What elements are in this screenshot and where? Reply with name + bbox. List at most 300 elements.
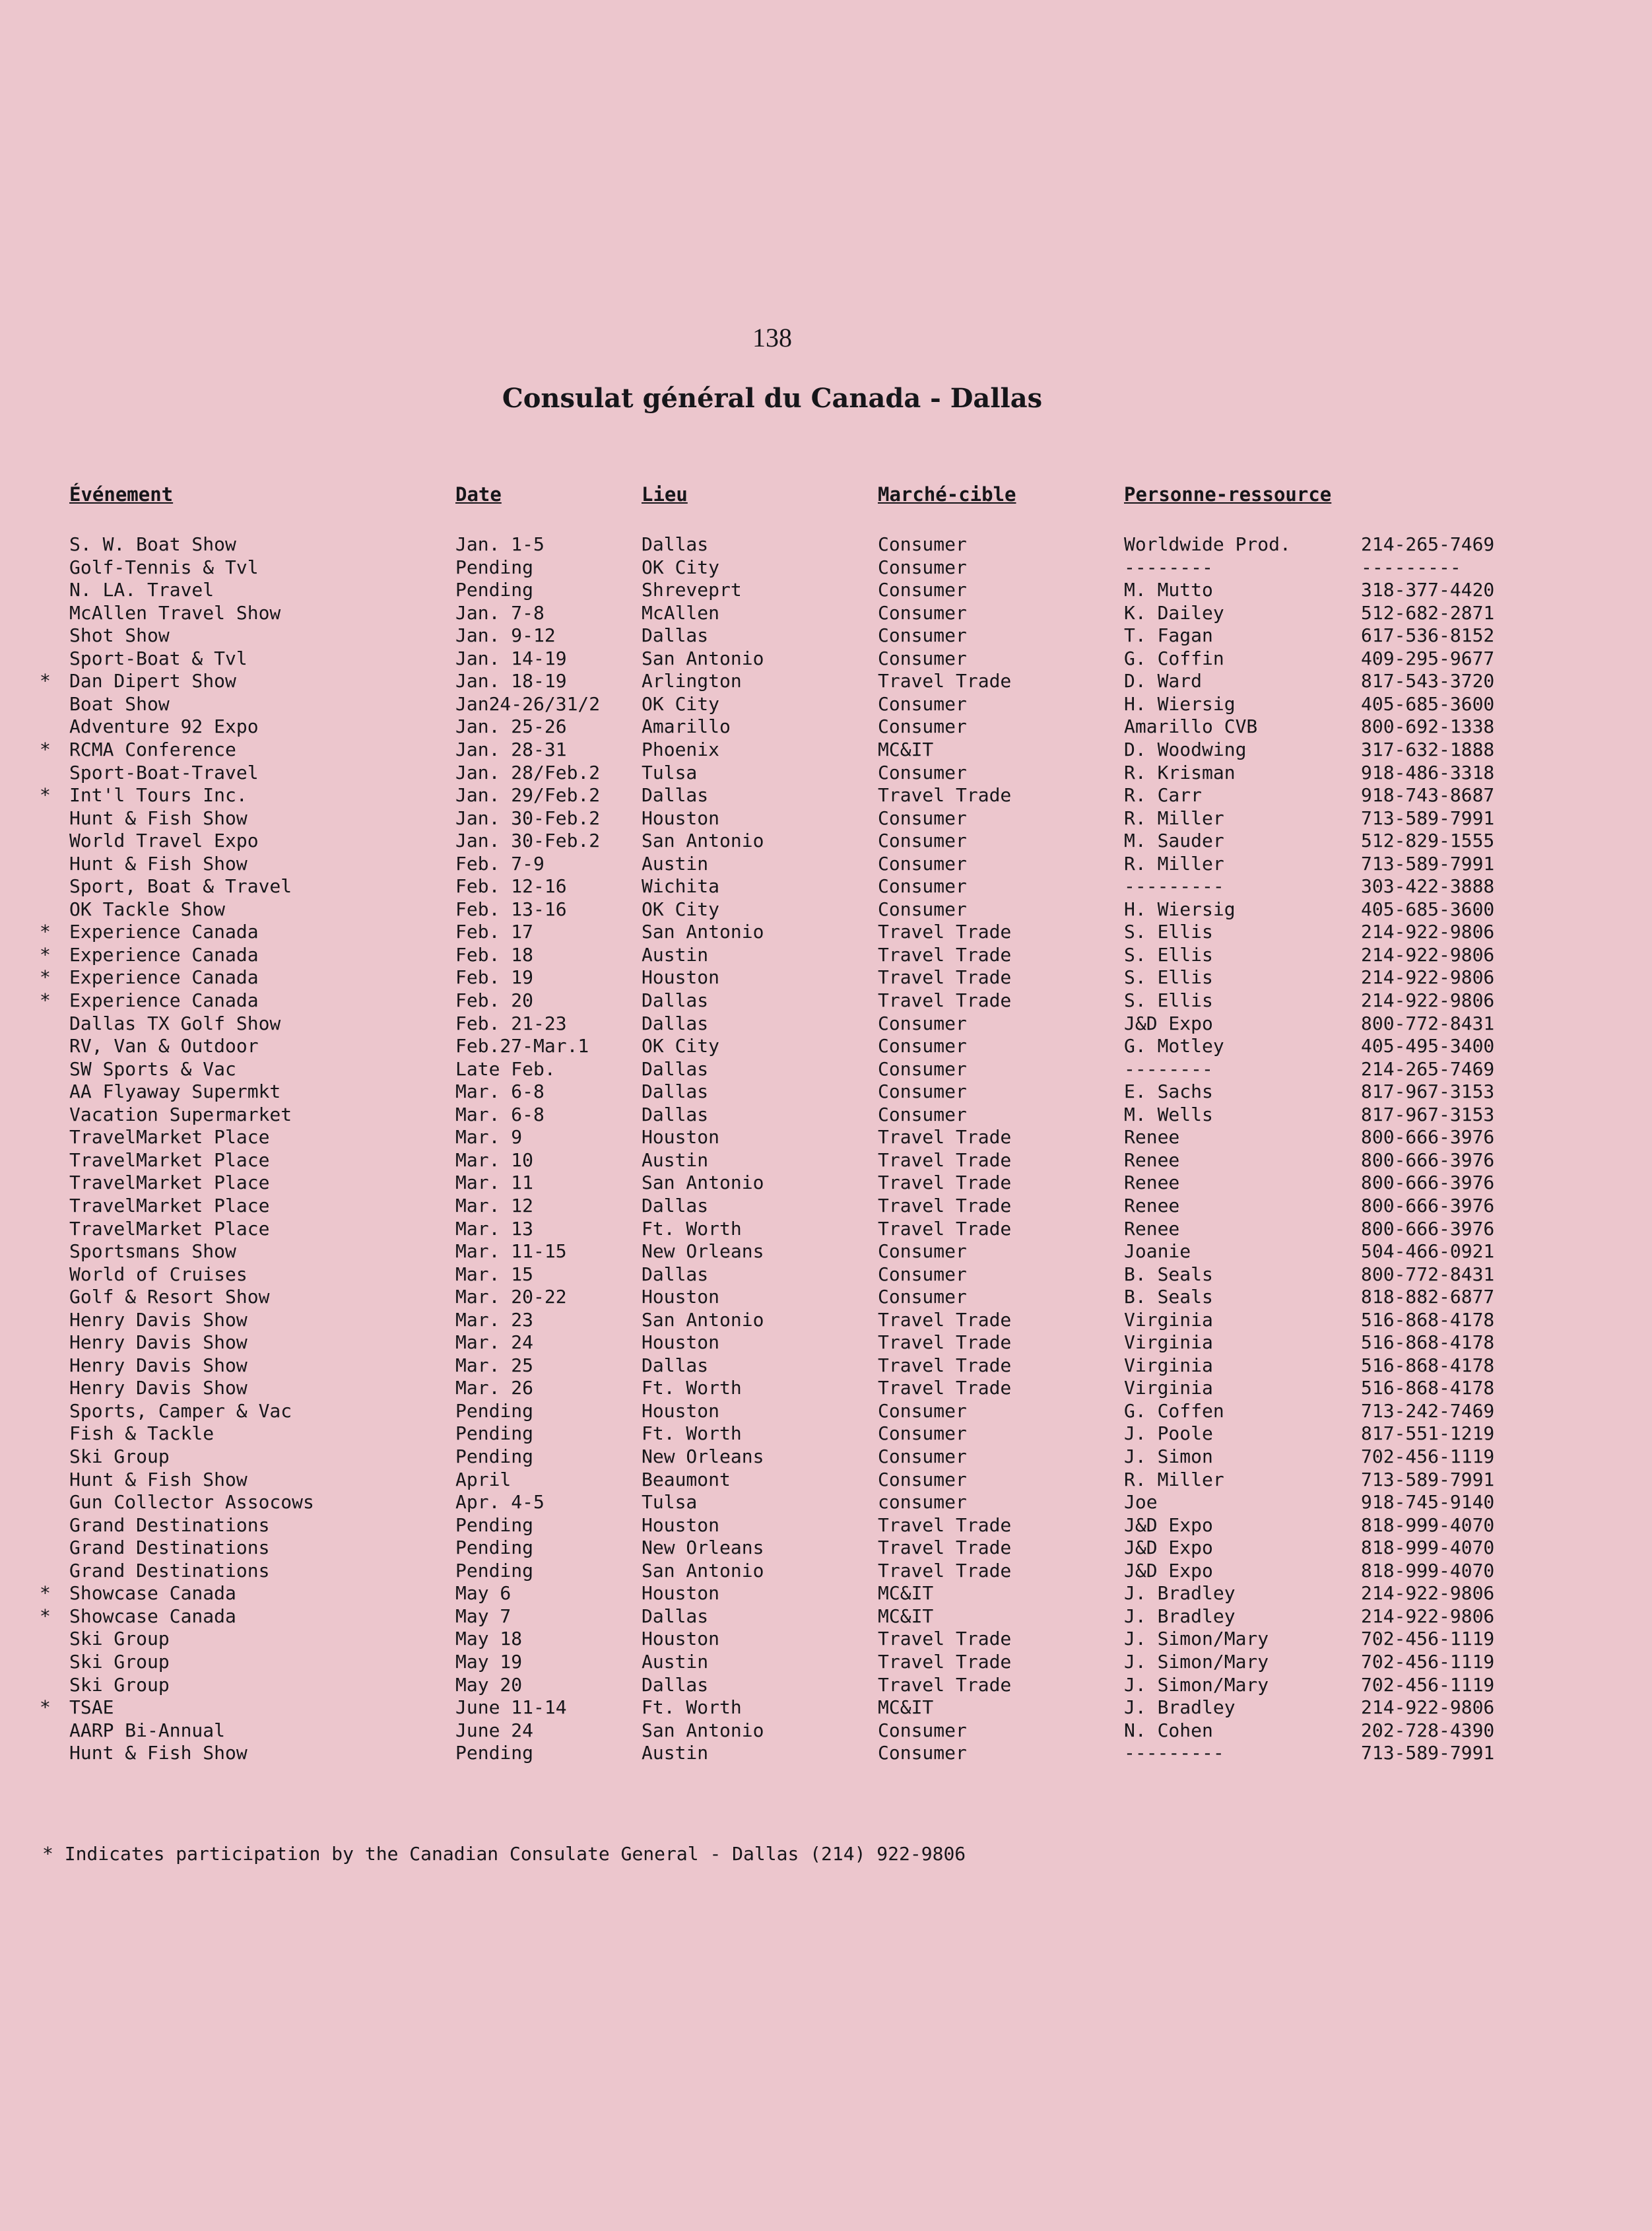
event-cell: Hunt & Fish Show — [69, 807, 248, 829]
market-cell: Consumer — [878, 807, 967, 829]
contact-cell: Virginia — [1124, 1377, 1213, 1399]
table-row — [0, 1469, 1652, 1491]
date-cell: Jan. 9-12 — [455, 624, 556, 646]
contact-cell: H. Wiersig — [1124, 898, 1236, 920]
participation-marker: * — [40, 1696, 51, 1718]
date-cell: Feb. 12-16 — [455, 875, 567, 897]
page-number: 138 — [752, 323, 792, 352]
date-cell: Jan. 30-Feb.2 — [455, 807, 601, 829]
event-cell: AA Flyaway Supermkt — [69, 1081, 281, 1102]
place-cell: Houston — [642, 1582, 720, 1604]
contact-cell: J. Simon/Mary — [1124, 1628, 1269, 1649]
place-cell: Beaumont — [642, 1469, 731, 1490]
date-cell: Pending — [455, 556, 534, 578]
participation-marker: * — [40, 1605, 51, 1627]
date-cell: Mar. 15 — [455, 1263, 534, 1285]
column-header-place: Lieu — [642, 483, 688, 506]
event-cell: Adventure 92 Expo — [69, 716, 259, 737]
place-cell: Houston — [642, 807, 720, 829]
market-cell: Consumer — [878, 1013, 967, 1034]
event-cell: TravelMarket Place — [69, 1218, 270, 1240]
event-cell: Showcase Canada — [69, 1582, 236, 1604]
market-cell: Consumer — [878, 579, 967, 601]
contact-cell: R. Miller — [1124, 853, 1224, 875]
place-cell: Houston — [642, 966, 720, 988]
table-row — [0, 1696, 1652, 1719]
event-cell: Sport-Boat & Tvl — [69, 648, 248, 669]
contact-cell: B. Seals — [1124, 1263, 1213, 1285]
phone-cell: --------- — [1361, 556, 1461, 578]
date-cell: Jan. 29/Feb.2 — [455, 784, 601, 806]
market-cell: Consumer — [878, 716, 967, 737]
phone-cell: 713-589-7991 — [1361, 853, 1495, 875]
date-cell: Mar. 11 — [455, 1172, 534, 1193]
event-cell: TSAE — [69, 1696, 114, 1718]
date-cell: Jan. 14-19 — [455, 648, 567, 669]
place-cell: Dallas — [642, 1263, 709, 1285]
place-cell: Wichita — [642, 875, 720, 897]
event-cell: TravelMarket Place — [69, 1126, 270, 1148]
phone-cell: 817-543-3720 — [1361, 670, 1495, 692]
contact-cell: --------- — [1124, 875, 1224, 897]
market-cell: Consumer — [878, 1422, 967, 1444]
contact-cell: R. Miller — [1124, 807, 1224, 829]
place-cell: Amarillo — [642, 716, 731, 737]
table-row — [0, 1537, 1652, 1559]
phone-cell: 702-456-1119 — [1361, 1674, 1495, 1696]
place-cell: Phoenix — [642, 739, 720, 760]
date-cell: Feb. 17 — [455, 921, 534, 943]
date-cell: Mar. 25 — [455, 1354, 534, 1376]
phone-cell: 713-589-7991 — [1361, 1742, 1495, 1764]
date-cell: Feb. 21-23 — [455, 1013, 567, 1034]
phone-cell: 800-666-3976 — [1361, 1126, 1495, 1148]
table-row — [0, 693, 1652, 716]
table-row — [0, 716, 1652, 738]
phone-cell: 512-829-1555 — [1361, 830, 1495, 851]
event-cell: Dan Dipert Show — [69, 670, 236, 692]
market-cell: Travel Trade — [878, 1674, 1012, 1696]
contact-cell: J. Simon/Mary — [1124, 1651, 1269, 1673]
market-cell: consumer — [878, 1491, 967, 1513]
phone-cell: 800-666-3976 — [1361, 1172, 1495, 1193]
contact-cell: R. Carr — [1124, 784, 1203, 806]
table-row — [0, 602, 1652, 624]
event-cell: Gun Collector Assocows — [69, 1491, 314, 1513]
participation-marker: * — [40, 966, 51, 988]
event-cell: Sportsmans Show — [69, 1240, 236, 1262]
contact-cell: G. Coffin — [1124, 648, 1224, 669]
table-row — [0, 1605, 1652, 1628]
event-cell: Fish & Tackle — [69, 1422, 215, 1444]
place-cell: OK City — [642, 1035, 720, 1057]
participation-marker: * — [40, 944, 51, 966]
event-cell: Sport, Boat & Travel — [69, 875, 292, 897]
phone-cell: 318-377-4420 — [1361, 579, 1495, 601]
contact-cell: S. Ellis — [1124, 944, 1213, 966]
event-cell: OK Tackle Show — [69, 898, 226, 920]
table-row — [0, 1263, 1652, 1286]
place-cell: San Antonio — [642, 1560, 764, 1582]
phone-cell: 800-772-8431 — [1361, 1263, 1495, 1285]
date-cell: May 19 — [455, 1651, 523, 1673]
contact-cell: S. Ellis — [1124, 921, 1213, 943]
market-cell: Travel Trade — [878, 1354, 1012, 1376]
contact-cell: M. Wells — [1124, 1104, 1213, 1125]
phone-cell: 918-486-3318 — [1361, 762, 1495, 783]
contact-cell: M. Mutto — [1124, 579, 1213, 601]
phone-cell: 214-922-9806 — [1361, 1582, 1495, 1604]
table-row — [0, 1309, 1652, 1331]
phone-cell: 512-682-2871 — [1361, 602, 1495, 624]
place-cell: Dallas — [642, 1013, 709, 1034]
table-row — [0, 1081, 1652, 1103]
place-cell: New Orleans — [642, 1240, 764, 1262]
phone-cell: 214-922-9806 — [1361, 966, 1495, 988]
participation-marker: * — [40, 1582, 51, 1604]
date-cell: Mar. 6-8 — [455, 1081, 545, 1102]
table-row — [0, 1446, 1652, 1468]
date-cell: Jan. 7-8 — [455, 602, 545, 624]
place-cell: Austin — [642, 944, 709, 966]
place-cell: San Antonio — [642, 830, 764, 851]
phone-cell: 713-589-7991 — [1361, 807, 1495, 829]
place-cell: Dallas — [642, 624, 709, 646]
table-row — [0, 1035, 1652, 1057]
table-row — [0, 1742, 1652, 1764]
market-cell: Consumer — [878, 624, 967, 646]
contact-cell: Virginia — [1124, 1331, 1213, 1353]
table-row — [0, 921, 1652, 943]
market-cell: Travel Trade — [878, 670, 1012, 692]
event-cell: Boat Show — [69, 693, 170, 715]
place-cell: San Antonio — [642, 648, 764, 669]
event-cell: Dallas TX Golf Show — [69, 1013, 281, 1034]
event-cell: Grand Destinations — [69, 1537, 270, 1558]
phone-cell: 800-666-3976 — [1361, 1195, 1495, 1216]
phone-cell: 214-922-9806 — [1361, 921, 1495, 943]
table-row — [0, 1149, 1652, 1172]
contact-cell: J. Bradley — [1124, 1582, 1236, 1604]
place-cell: Austin — [642, 1651, 709, 1673]
event-cell: Ski Group — [69, 1674, 170, 1696]
phone-cell: 317-632-1888 — [1361, 739, 1495, 760]
event-cell: Grand Destinations — [69, 1560, 270, 1582]
place-cell: Ft. Worth — [642, 1422, 742, 1444]
event-cell: Experience Canada — [69, 989, 259, 1011]
column-header-date: Date — [455, 483, 502, 506]
contact-cell: --------- — [1124, 1742, 1224, 1764]
place-cell: Dallas — [642, 784, 709, 806]
event-cell: Showcase Canada — [69, 1605, 236, 1627]
phone-cell: 214-922-9806 — [1361, 989, 1495, 1011]
contact-cell: -------- — [1124, 1058, 1213, 1080]
contact-cell: G. Motley — [1124, 1035, 1224, 1057]
place-cell: Tulsa — [642, 1491, 698, 1513]
participation-marker: * — [40, 670, 51, 692]
phone-cell: 817-967-3153 — [1361, 1104, 1495, 1125]
contact-cell: J&D Expo — [1124, 1013, 1213, 1034]
phone-cell: 702-456-1119 — [1361, 1446, 1495, 1467]
event-cell: World Travel Expo — [69, 830, 259, 851]
phone-cell: 516-868-4178 — [1361, 1377, 1495, 1399]
market-cell: MC&IT — [878, 1696, 934, 1718]
date-cell: Feb. 19 — [455, 966, 534, 988]
place-cell: Austin — [642, 1742, 709, 1764]
date-cell: Mar. 24 — [455, 1331, 534, 1353]
market-cell: Consumer — [878, 1240, 967, 1262]
contact-cell: Renee — [1124, 1172, 1180, 1193]
table-row — [0, 1126, 1652, 1149]
table-row — [0, 807, 1652, 830]
market-cell: MC&IT — [878, 739, 934, 760]
table-row — [0, 898, 1652, 921]
table-row — [0, 1218, 1652, 1240]
table-row — [0, 853, 1652, 875]
phone-cell: 818-999-4070 — [1361, 1537, 1495, 1558]
phone-cell: 516-868-4178 — [1361, 1309, 1495, 1331]
date-cell: Mar. 6-8 — [455, 1104, 545, 1125]
phone-cell: 818-999-4070 — [1361, 1514, 1495, 1536]
table-row — [0, 533, 1652, 556]
market-cell: Consumer — [878, 762, 967, 783]
phone-cell: 409-295-9677 — [1361, 648, 1495, 669]
contact-cell: J. Bradley — [1124, 1605, 1236, 1627]
table-row — [0, 739, 1652, 761]
table-row — [0, 1491, 1652, 1514]
phone-cell: 800-772-8431 — [1361, 1013, 1495, 1034]
date-cell: Jan. 30-Feb.2 — [455, 830, 601, 851]
market-cell: Consumer — [878, 1104, 967, 1125]
phone-cell: 818-999-4070 — [1361, 1560, 1495, 1582]
date-cell: Mar. 12 — [455, 1195, 534, 1216]
place-cell: New Orleans — [642, 1446, 764, 1467]
contact-cell: -------- — [1124, 556, 1213, 578]
phone-cell: 504-466-0921 — [1361, 1240, 1495, 1262]
table-row — [0, 648, 1652, 670]
contact-cell: Amarillo CVB — [1124, 716, 1258, 737]
event-cell: Ski Group — [69, 1446, 170, 1467]
phone-cell: 516-868-4178 — [1361, 1331, 1495, 1353]
contact-cell: J. Simon — [1124, 1446, 1213, 1467]
date-cell: Pending — [455, 1514, 534, 1536]
place-cell: Dallas — [642, 989, 709, 1011]
contact-cell: Renee — [1124, 1195, 1180, 1216]
event-cell: Golf-Tennis & Tvl — [69, 556, 259, 578]
phone-cell: 702-456-1119 — [1361, 1628, 1495, 1649]
event-cell: Henry Davis Show — [69, 1309, 248, 1331]
table-row — [0, 1195, 1652, 1217]
market-cell: Travel Trade — [878, 1218, 1012, 1240]
phone-cell: 800-666-3976 — [1361, 1149, 1495, 1171]
contact-cell: T. Fagan — [1124, 624, 1213, 646]
phone-cell: 214-922-9806 — [1361, 1696, 1495, 1718]
event-cell: Int'l Tours Inc. — [69, 784, 248, 806]
market-cell: Consumer — [878, 1286, 967, 1308]
event-cell: Hunt & Fish Show — [69, 1742, 248, 1764]
contact-cell: J. Poole — [1124, 1422, 1213, 1444]
phone-cell: 702-456-1119 — [1361, 1651, 1495, 1673]
table-row — [0, 556, 1652, 579]
market-cell: Travel Trade — [878, 1126, 1012, 1148]
phone-cell: 214-922-9806 — [1361, 944, 1495, 966]
event-cell: N. LA. Travel — [69, 579, 215, 601]
event-cell: RCMA Conference — [69, 739, 236, 760]
phone-cell: 713-242-7469 — [1361, 1400, 1495, 1422]
place-cell: Houston — [642, 1400, 720, 1422]
contact-cell: J. Bradley — [1124, 1696, 1236, 1718]
phone-cell: 405-685-3600 — [1361, 693, 1495, 715]
event-cell: SW Sports & Vac — [69, 1058, 236, 1080]
place-cell: Houston — [642, 1514, 720, 1536]
place-cell: OK City — [642, 556, 720, 578]
market-cell: Travel Trade — [878, 1514, 1012, 1536]
contact-cell: E. Sachs — [1124, 1081, 1213, 1102]
date-cell: Mar. 26 — [455, 1377, 534, 1399]
date-cell: June 24 — [455, 1719, 534, 1741]
contact-cell: Renee — [1124, 1218, 1180, 1240]
phone-cell: 713-589-7991 — [1361, 1469, 1495, 1490]
event-cell: Ski Group — [69, 1628, 170, 1649]
market-cell: Consumer — [878, 830, 967, 851]
event-cell: RV, Van & Outdoor — [69, 1035, 259, 1057]
place-cell: Houston — [642, 1331, 720, 1353]
date-cell: Feb.27-Mar.1 — [455, 1035, 589, 1057]
market-cell: Consumer — [878, 1081, 967, 1102]
date-cell: Pending — [455, 1560, 534, 1582]
market-cell: Travel Trade — [878, 1628, 1012, 1649]
market-cell: Consumer — [878, 1263, 967, 1285]
column-header-contact: Personne-ressource — [1124, 483, 1332, 506]
table-row — [0, 1719, 1652, 1742]
date-cell: Pending — [455, 1446, 534, 1467]
table-row — [0, 1286, 1652, 1308]
market-cell: Travel Trade — [878, 921, 1012, 943]
market-cell: Travel Trade — [878, 989, 1012, 1011]
market-cell: Travel Trade — [878, 1172, 1012, 1193]
place-cell: Dallas — [642, 1354, 709, 1376]
date-cell: May 7 — [455, 1605, 512, 1627]
place-cell: Dallas — [642, 533, 709, 555]
contact-cell: Renee — [1124, 1149, 1180, 1171]
market-cell: Consumer — [878, 1035, 967, 1057]
place-cell: Dallas — [642, 1674, 709, 1696]
date-cell: Apr. 4-5 — [455, 1491, 545, 1513]
date-cell: Pending — [455, 1422, 534, 1444]
table-row — [0, 1514, 1652, 1537]
place-cell: Ft. Worth — [642, 1377, 742, 1399]
table-row — [0, 989, 1652, 1012]
date-cell: Jan. 28/Feb.2 — [455, 762, 601, 783]
date-cell: Pending — [455, 1400, 534, 1422]
phone-cell: 818-882-6877 — [1361, 1286, 1495, 1308]
market-cell: MC&IT — [878, 1582, 934, 1604]
table-row — [0, 1331, 1652, 1354]
event-cell: Henry Davis Show — [69, 1331, 248, 1353]
table-row — [0, 784, 1652, 807]
market-cell: Consumer — [878, 602, 967, 624]
contact-cell: J&D Expo — [1124, 1537, 1213, 1558]
phone-cell: 214-265-7469 — [1361, 1058, 1495, 1080]
event-cell: Vacation Supermarket — [69, 1104, 292, 1125]
market-cell: Travel Trade — [878, 1149, 1012, 1171]
contact-cell: D. Woodwing — [1124, 739, 1247, 760]
market-cell: Travel Trade — [878, 1560, 1012, 1582]
event-cell: Golf & Resort Show — [69, 1286, 270, 1308]
event-cell: Sports, Camper & Vac — [69, 1400, 292, 1422]
place-cell: San Antonio — [642, 1719, 764, 1741]
phone-cell: 817-551-1219 — [1361, 1422, 1495, 1444]
place-cell: Houston — [642, 1126, 720, 1148]
phone-cell: 817-967-3153 — [1361, 1081, 1495, 1102]
market-cell: Consumer — [878, 648, 967, 669]
event-cell: World of Cruises — [69, 1263, 248, 1285]
market-cell: Travel Trade — [878, 966, 1012, 988]
event-cell: TravelMarket Place — [69, 1149, 270, 1171]
place-cell: OK City — [642, 898, 720, 920]
event-cell: Experience Canada — [69, 966, 259, 988]
phone-cell: 800-666-3976 — [1361, 1218, 1495, 1240]
market-cell: Travel Trade — [878, 1331, 1012, 1353]
table-row — [0, 1104, 1652, 1126]
market-cell: Travel Trade — [878, 784, 1012, 806]
contact-cell: Virginia — [1124, 1354, 1213, 1376]
date-cell: May 18 — [455, 1628, 523, 1649]
contact-cell: Joanie — [1124, 1240, 1191, 1262]
event-cell: Ski Group — [69, 1651, 170, 1673]
place-cell: OK City — [642, 693, 720, 715]
event-cell: McAllen Travel Show — [69, 602, 281, 624]
table-row — [0, 670, 1652, 692]
market-cell: Consumer — [878, 898, 967, 920]
table-row — [0, 1582, 1652, 1605]
phone-cell: 800-692-1338 — [1361, 716, 1495, 737]
market-cell: Consumer — [878, 1400, 967, 1422]
place-cell: Houston — [642, 1628, 720, 1649]
place-cell: McAllen — [642, 602, 720, 624]
event-cell: AARP Bi-Annual — [69, 1719, 226, 1741]
contact-cell: N. Cohen — [1124, 1719, 1213, 1741]
page-title: Consulat général du Canada - Dallas — [502, 383, 1043, 414]
phone-cell: 617-536-8152 — [1361, 624, 1495, 646]
table-row — [0, 1377, 1652, 1399]
contact-cell: J&D Expo — [1124, 1560, 1213, 1582]
place-cell: Austin — [642, 1149, 709, 1171]
table-row — [0, 1651, 1652, 1673]
date-cell: Jan. 28-31 — [455, 739, 567, 760]
date-cell: May 20 — [455, 1674, 523, 1696]
date-cell: May 6 — [455, 1582, 512, 1604]
market-cell: Consumer — [878, 1742, 967, 1764]
market-cell: Travel Trade — [878, 1651, 1012, 1673]
contact-cell: Renee — [1124, 1126, 1180, 1148]
contact-cell: M. Sauder — [1124, 830, 1224, 851]
event-cell: Experience Canada — [69, 944, 259, 966]
event-cell: S. W. Boat Show — [69, 533, 236, 555]
date-cell: Feb. 7-9 — [455, 853, 545, 875]
date-cell: Pending — [455, 579, 534, 601]
place-cell: Dallas — [642, 1605, 709, 1627]
event-cell: TravelMarket Place — [69, 1172, 270, 1193]
date-cell: April — [455, 1469, 512, 1490]
contact-cell: R. Krisman — [1124, 762, 1236, 783]
place-cell: Houston — [642, 1286, 720, 1308]
phone-cell: 202-728-4390 — [1361, 1719, 1495, 1741]
market-cell: Consumer — [878, 1058, 967, 1080]
contact-cell: H. Wiersig — [1124, 693, 1236, 715]
participation-marker: * — [40, 739, 51, 760]
column-header-event: Événement — [69, 483, 174, 506]
